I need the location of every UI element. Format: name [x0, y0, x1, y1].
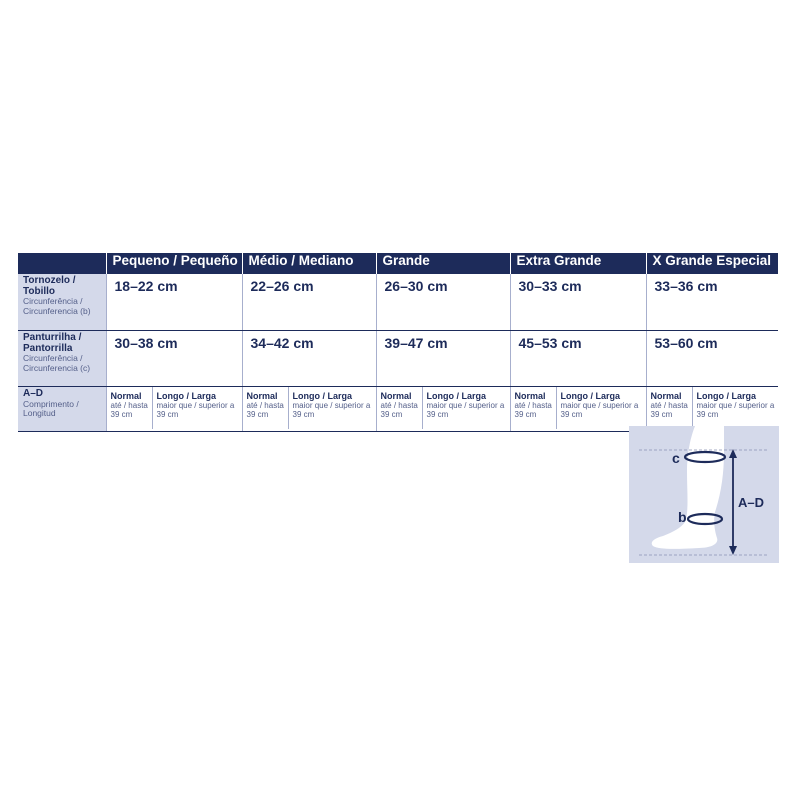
length-row [18, 387, 778, 432]
ankle-value: 22–26 cm [242, 274, 376, 331]
length-normal: Normal até / hasta 39 cm [377, 387, 423, 429]
calf-row [18, 331, 778, 387]
column-header-extra-large: Extra Grande [510, 253, 646, 274]
length-cell [376, 387, 510, 432]
ankle-value: 18–22 cm [106, 274, 242, 331]
length-label [18, 387, 106, 432]
length-sub-pt: Comprimento / [23, 398, 79, 409]
ankle-title-pt: Tornozelo / [23, 275, 76, 286]
calf-title-es: Pantorrilla [23, 342, 73, 354]
length-long: Longo / Larga maior que / superior a 39 cm [426, 391, 505, 419]
ankle-label [18, 274, 106, 331]
length-long: Longo / Larga maior que / superior a 39 cm [696, 391, 775, 419]
calf-value: 53–60 cm [646, 331, 778, 387]
ankle-value: 30–33 cm [510, 274, 646, 331]
length-sub-es: Longitud [23, 408, 56, 418]
ankle-value: 26–30 cm [376, 274, 510, 331]
ankle-value: 33–36 cm [646, 274, 778, 331]
size-chart-table [18, 253, 778, 432]
label-a-d: A–D [738, 495, 765, 510]
header-corner [18, 253, 106, 274]
column-header-large: Grande [376, 253, 510, 274]
calf-value: 34–42 cm [242, 331, 376, 387]
length-normal: Normal até / hasta 39 cm [647, 387, 693, 429]
leg-measurement-diagram [629, 426, 779, 563]
ankle-sub-es: Circunferencia (b) [23, 305, 91, 316]
length-cell [242, 387, 376, 432]
calf-sub-es: Circunferencia (c) [23, 362, 91, 373]
length-title: A–D [23, 388, 44, 399]
header-row [18, 253, 778, 274]
length-cell [646, 387, 778, 432]
length-normal: Normal até / hasta 39 cm [107, 387, 153, 429]
length-long: Longo / Larga maior que / superior a 39 cm [292, 391, 371, 419]
label-c: c [672, 450, 680, 466]
ankle-sub-pt: Circunferência / [23, 296, 83, 306]
length-cell [106, 387, 242, 432]
length-cell [510, 387, 646, 432]
column-header-medium: Médio / Mediano [242, 253, 376, 274]
calf-sub-pt: Circunferência / [23, 353, 83, 363]
ankle-row [18, 274, 778, 331]
length-long: Longo / Larga maior que / superior a 39 cm [156, 391, 235, 419]
leg-diagram-svg [629, 426, 779, 563]
column-header-x-large-special: X Grande Especial [646, 253, 778, 274]
calf-value: 39–47 cm [376, 331, 510, 387]
length-normal: Normal até / hasta 39 cm [511, 387, 557, 429]
calf-value: 45–53 cm [510, 331, 646, 387]
length-arrow-down-icon [729, 546, 737, 555]
calf-title-pt: Panturrilha / [23, 332, 82, 343]
column-header-small: Pequeno / Pequeño [106, 253, 242, 274]
leg-silhouette-icon [652, 426, 724, 549]
calf-value: 30–38 cm [106, 331, 242, 387]
calf-label [18, 331, 106, 387]
length-normal: Normal até / hasta 39 cm [243, 387, 289, 429]
label-b: b [678, 509, 687, 525]
length-long: Longo / Larga maior que / superior a 39 cm [560, 391, 639, 419]
ankle-title-es: Tobillo [23, 285, 56, 297]
